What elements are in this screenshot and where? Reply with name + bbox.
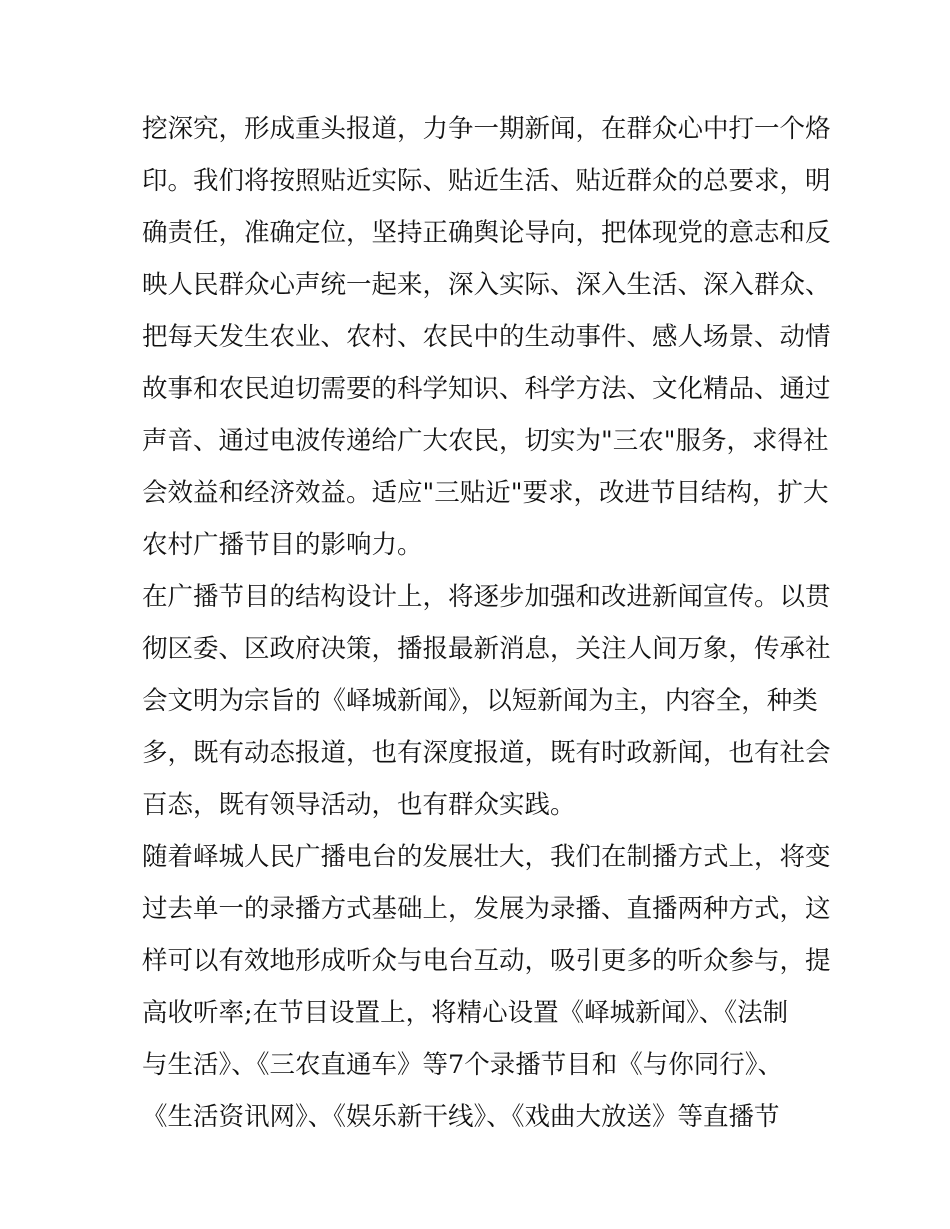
paragraph-2-line-1: 在广播节目的结构设计上，将逐步加强和改进新闻宣传。以贯 (142, 582, 831, 612)
paragraph-1-line-3: 确责任，准确定位，坚持正确舆论导向，把体现党的意志和反 (142, 218, 831, 248)
paragraph-2-line-3: 会文明为宗旨的《峄城新闻》，以短新闻为主，内容全，种类 (142, 686, 818, 716)
paragraph-3-line-2: 过去单一的录播方式基础上，发展为录播、直播两种方式，这 (142, 894, 831, 924)
paragraph-3-line-1: 随着峄城人民广播电台的发展壮大，我们在制播方式上，将变 (142, 842, 831, 872)
paragraph-3-line-6: 《生活资讯网》、《娱乐新干线》、《戏曲大放送》等直播节 (142, 1102, 780, 1132)
paragraph-1-line-6: 故事和农民迫切需要的科学知识、科学方法、文化精品、通过 (142, 374, 831, 404)
paragraph-1-line-7: 声音、通过电波传递给广大农民，切实为"三农"服务，求得社 (142, 426, 829, 456)
paragraph-2-line-4: 多，既有动态报道，也有深度报道，既有时政新闻，也有社会 (142, 738, 831, 768)
paragraph-1-line-1: 挖深究，形成重头报道，力争一期新闻，在群众心中打一个烙 (142, 114, 831, 144)
paragraph-3-line-4: 高收听率;在节目设置上，将精心设置《峄城新闻》、《法制 (142, 998, 789, 1028)
paragraph-1-line-8: 会效益和经济效益。适应"三贴近"要求，改进节目结构，扩大 (142, 478, 829, 508)
paragraph-1-line-4: 映人民群众心声统一起来，深入实际、深入生活、深入群众、 (142, 270, 831, 300)
paragraph-3-line-5: 与生活》、《三农直通车》等7个录播节目和《与你同行》、 (142, 1050, 783, 1080)
paragraph-1-line-2: 印。我们将按照贴近实际、贴近生活、贴近群众的总要求，明 (142, 166, 831, 196)
paragraph-2-line-2: 彻区委、区政府决策，播报最新消息，关注人间万象，传承社 (142, 634, 831, 664)
paragraph-1-line-9: 农村广播节目的影响力。 (142, 530, 423, 560)
paragraph-1-line-5: 把每天发生农业、农村、农民中的生动事件、感人场景、动情 (142, 322, 831, 352)
paragraph-2-line-5: 百态，既有领导活动，也有群众实践。 (142, 790, 576, 820)
paragraph-3-line-3: 样可以有效地形成听众与电台互动，吸引更多的听众参与，提 (142, 946, 831, 976)
